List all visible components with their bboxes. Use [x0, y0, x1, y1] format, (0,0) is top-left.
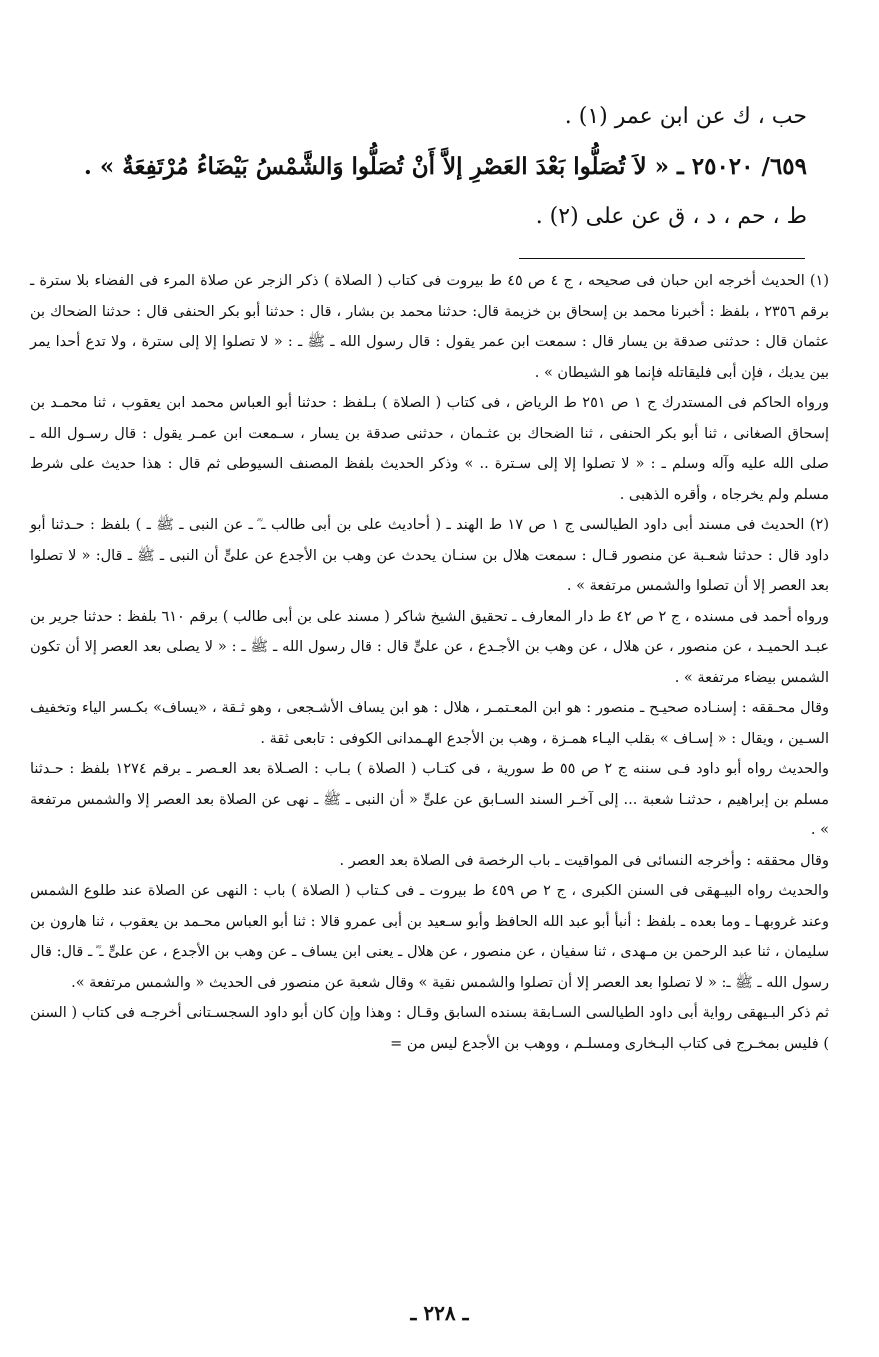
footnote-paragraph: والحديث رواه البيـهقى فى السنن الكبرى ، ج ٢ ص ٤٥٩ ط بيروت ـ فى كـتاب ( الصلاة ) باب : النهى عن الصلاة عند طلوع الشمس وعند غروبهـا ـ وما بعده ـ بلفظ : أنبأ أبو عبد الله الحافظ وأبو سـعيد بن أبى عمرو قالا : ثنا أبو العباس محـمد بن يعقوب ، ثنا هارون بن سليمان ، ثنا عبد الرحمن بن مـهدى ، ثنا سفيان ، عن منصور ، عن هلال ـ يعنى ابن يساف ـ عن وهب بن الأجدع ، عن علىٍّ ـ ؓ ـ قال: قال رسول الله ـ ﷺ ـ: « لا تصلوا بعد العصر إلا أن تصلوا والشمس نقية » وقال شعبة عن منصور فى الحديث « والشمس مرتفعة ». — [30, 883, 830, 991]
main-text — [67, 92, 807, 242]
footnote-paragraph: وقال محققه : وأخرجه النسائى فى المواقيت ـ باب الرخصة فى الصلاة بعد العصر . — [339, 852, 829, 869]
footnote-paragraph: وقال محـققه : إسنـاده صحيـح ـ منصور : هو ابن المعـتمـر ، هلال : هو ابن يساف الأشـجعى ، وهو ثـقة ، «يساف» بكـسر الياء وتخفيف السـين ، ويقال : « إسـاف » بقلب اليـاء همـزة ، وهب بن الأجدع الهـمدانى الكوفى : تابعى ثقة . — [30, 700, 829, 747]
footnote-paragraph: ورواه أحمد فى مسنده ، ج ٢ ص ٤٢ ط دار المعارف ـ تحقيق الشيخ شاكر ( مسند على بن أبى طالب ) برقم ٦١٠ بلفظ : حدثنا جرير بن عبـد الحميـد ، عن منصور ، عن هلال ، عن وهب بن الأجـدع ، عن علىٍّ قال : قال رسول الله ـ ﷺ ـ : « لا يصلى بعد العصر إلا أن تكون الشمس بيضاء مرتفعة » . — [30, 608, 830, 686]
footnote-paragraph: ثم ذكر البـيهقى رواية أبى داود الطيالسى السـابقة بسنده السابق وقـال : وهذا وإن كان أبو داود السجسـتانى أخرجـه فى كتاب ( السنن ) فليس بمخـرج فى كتاب البـخارى ومسلـم ، ووهب بن الأجدع ليس من = — [30, 1005, 829, 1052]
footnotes — [30, 266, 829, 1059]
footnote-paragraph: (٢) الحديث فى مسند أبى داود الطيالسى ج ١ ص ١٧ ط الهند ـ ( أحاديث على بن أبى طالب ـ ؓ ـ عن النبى ـ ﷺ ـ ) بلفظ : حـدثنا أبو داود قال : حدثنا شعـبة عن منصور قـال : سمعت هلال بن سنـان يحدث عن وهب بن الأجدع عن علىٍّ أن النبى ـ ﷺ ـ قال: « لا تصلوا بعد العصر إلا أن تصلوا والشمس مرتفعة » . — [30, 517, 829, 594]
footnote-paragraph: ورواه الحاكم فى المستدرك ج ١ ص ٢٥١ ط الرياض ، فى كتاب ( الصلاة ) بـلفظ : حدثنا أبو العباس محمد ابن يعقوب ، ثنا محمـد بن إسحاق الصغانى ، ثنا أبو بكر الحنفى ، ثنا الضحاك بن عثـمان ، حدثنى صدقة بن يسار ، سـمعت ابن عمـر يقول : قال رسـول الله ـ صلى الله عليه وآله وسلم ـ : « لا تصلوا إلا إلى سـترة .. » وذكر الحديث بلفظ المصنف السيوطى ثم قال : هذا حديث على شرط مسلم ولم يخرجاه ، وأقره الذهبى . — [30, 395, 830, 503]
hadith-line: ٦٥٩/ ٢٥٠٢٠ ـ « لاَ تُصَلُّوا بَعْدَ العَصْرِ إلاَّ أَنْ تُصَلُّوا وَالشَّمْسُ بَيْضَاءُ مُرْتَفِعَةٌ » . — [83, 153, 807, 180]
footnote-paragraph: والحديث رواه أبو داود فـى سننه ج ٢ ص ٥٥ ط سورية ، فى كتـاب ( الصلاة ) بـاب : الصـلاة بعد العـصر ـ برقم ١٢٧٤ بلفظ : حـدثنا مسلم بن إبراهيم ، حدثنـا شعبة ... إلى آخـر السند السـابق عن علىٍّ « أن النبى ـ ﷺ ـ نهى عن الصلاة بعد العصر إلا والشمس مرتفعة » . — [30, 761, 829, 838]
source-line: حب ، ك عن ابن عمر (١) . — [564, 104, 807, 129]
page-number: ـ ٢٢٨ ـ — [410, 1301, 469, 1325]
footnote-separator — [519, 258, 805, 259]
footnote-paragraph: (١) الحديث أخرجه ابن حبان فى صحيحه ، ج ٤ ص ٤٥ ط بيروت فى كتاب ( الصلاة ) ذكر الزجر عن صلاة المرء فى الفضاء بلا سترة ـ برقم ٢٣٥٦ ، بلفظ : أخبرنا محمد بن إسحاق بن خزيمة قال: حدثنا محمد بن بشار ، قال : حدثنا أبو بكر الحنفى قال : حدثنا الضحاك بن عثمان قال : حدثنى صدقة بن يسار قال : سمعت ابن عمر يقول : قال رسول الله ـ ﷺ ـ : « لا تصلوا إلا إلى سترة ، ولا تدع أحدا يمر بين يديك ، فإن أبى فليقاتله فإنما هو الشيطان » . — [30, 273, 829, 381]
source-line-2: ط ، حم ، د ، ق عن على (٢) . — [535, 204, 807, 229]
